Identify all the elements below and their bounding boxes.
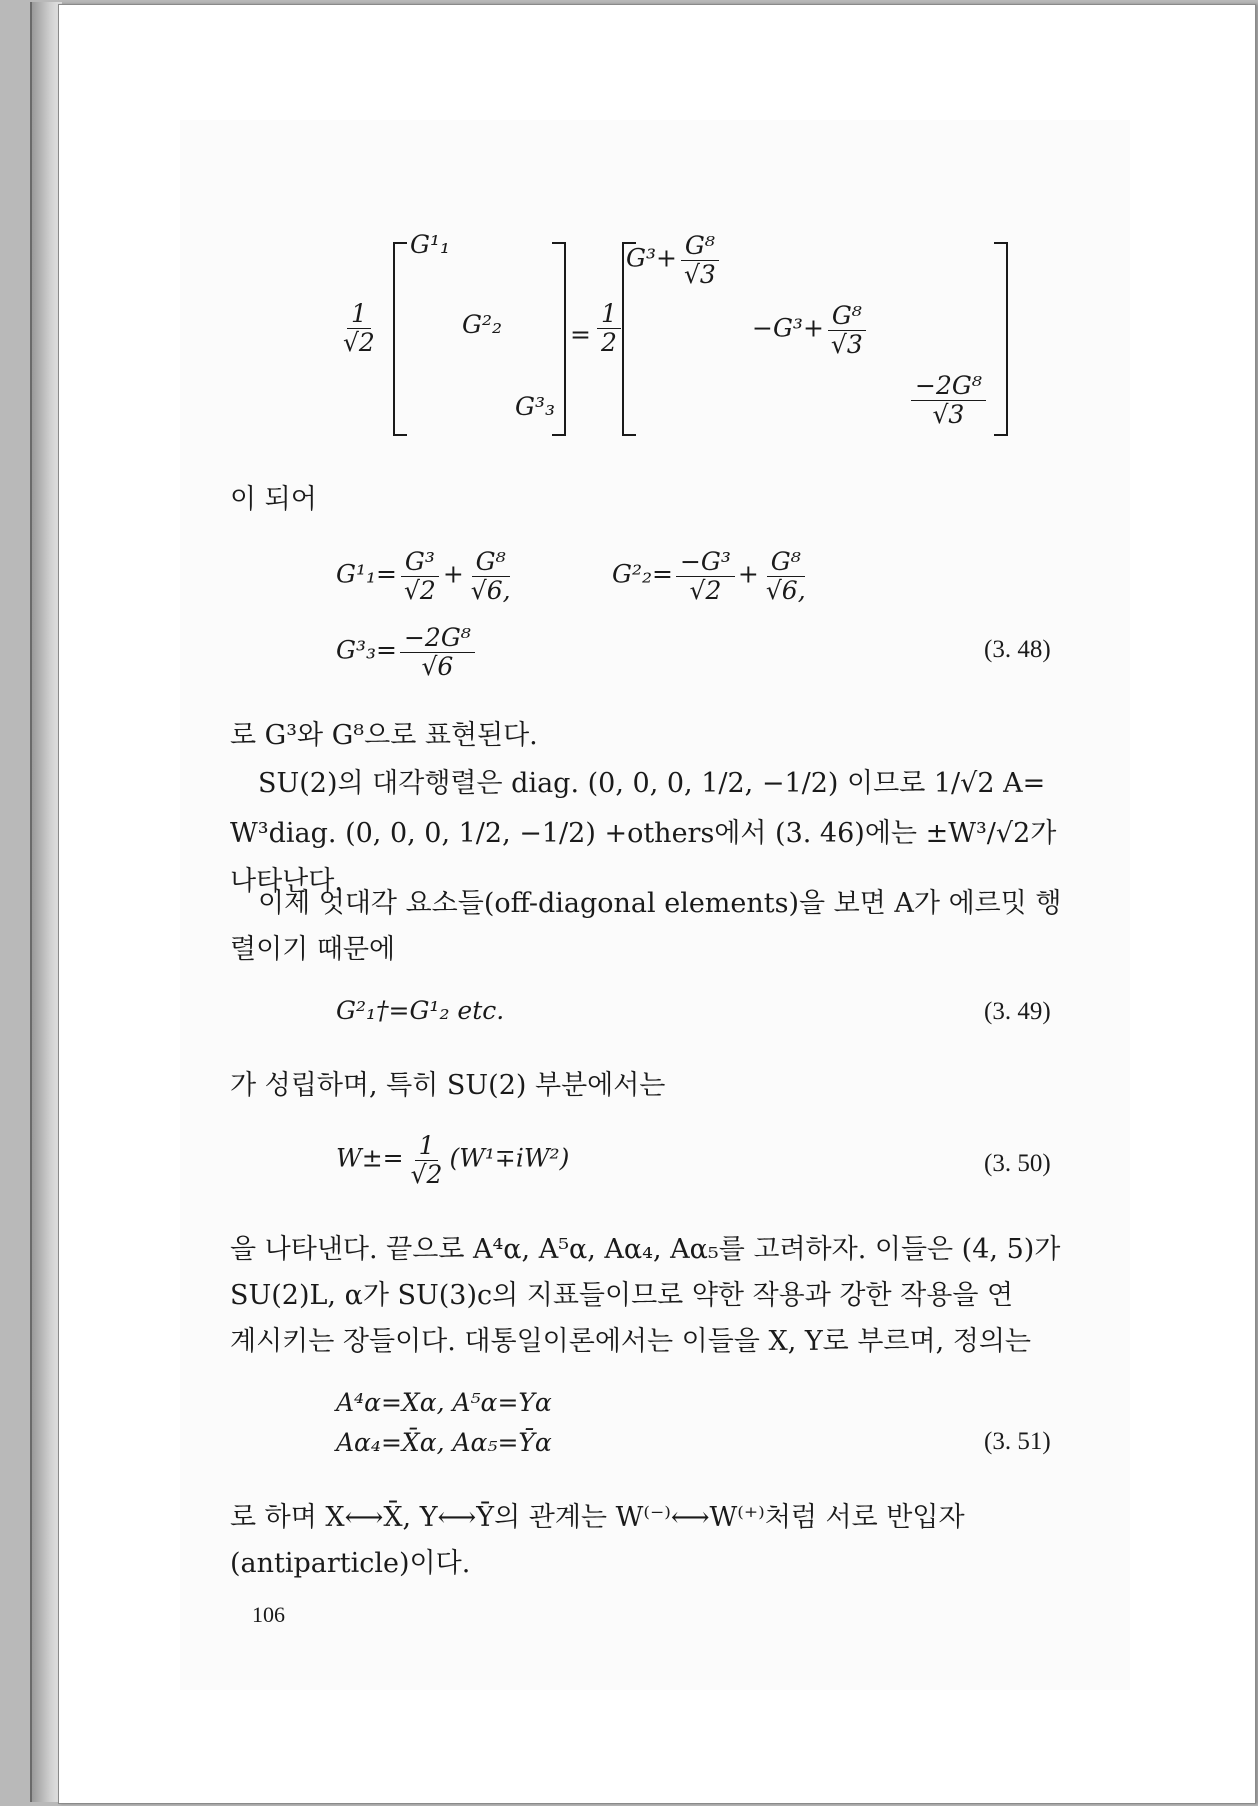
para-2-text-b: 이므로 — [847, 768, 926, 799]
eq-348-f4-num: G⁸ — [767, 548, 805, 577]
eq-348-f5-den: √6 — [421, 651, 454, 681]
paragraph-line-7: 가 성립하며, 특히 SU(2) 부분에서는 — [230, 1070, 666, 1101]
eq-348-g22: G²₂= — [612, 559, 673, 589]
eq-348-line-2 — [336, 624, 478, 680]
right-coefficient — [594, 300, 624, 356]
eq-348-f2-den: √6, — [470, 575, 511, 605]
para-2-text-c: 1/√2 A= — [933, 768, 1046, 799]
equation-number-3-49: (3. 49) — [984, 998, 1051, 1025]
left-matrix-open-bracket — [393, 242, 407, 436]
r2-frac-num: G⁸ — [828, 302, 866, 331]
eq-350-expression — [336, 1132, 569, 1188]
eq-348-f1-den: √2 — [403, 575, 436, 605]
eq-348-plus-2: + — [737, 559, 759, 589]
eq-350-frac-den: √2 — [410, 1159, 443, 1189]
matrix-entry-g22: G²₂ — [462, 310, 503, 339]
eq-348-line-1b — [612, 548, 813, 604]
left-coef-numerator: 1 — [347, 300, 371, 329]
matrix-entry-r1 — [626, 232, 723, 288]
left-coef-denominator: √2 — [343, 327, 375, 357]
matrix-entry-r2 — [752, 302, 870, 358]
para-2-diag-vector: (0, 0, 0, 1/2, −1/2) — [587, 768, 839, 799]
paragraph-line-6: 렬이기 때문에 — [230, 934, 396, 965]
right-matrix-close-bracket — [994, 242, 1008, 436]
eq-348-g33: G³₃= — [336, 635, 397, 665]
equation-number-3-51: (3. 51) — [984, 1428, 1051, 1455]
paragraph-line-11: 로 하며 X⟷X̄, Y⟷Ȳ의 관계는 W⁽⁻⁾⟷W⁽⁺⁾처럼 서로 반입자 — [230, 1502, 965, 1533]
eq-348-plus-1: + — [442, 559, 464, 589]
eq-351-line-1: A⁴α=Xα, A⁵α=Yα — [336, 1388, 552, 1417]
eq-350-rhs: (W¹∓iW²) — [449, 1143, 570, 1173]
eq-348-line-1a — [336, 548, 518, 604]
paragraph-line-8: 을 나타낸다. 끝으로 A⁴α, A⁵α, Aα₄, Aα₅를 고려하자. 이들은 (4, 5)가 — [230, 1234, 1061, 1265]
eq-350-frac-num: 1 — [415, 1132, 439, 1161]
eq-349-expression: G²₁†=G¹₂ etc. — [336, 996, 505, 1025]
eq-348-f5-num: −2G⁸ — [400, 624, 475, 653]
equals-sign: = — [570, 320, 591, 349]
right-coef-denominator: 2 — [601, 327, 617, 357]
matrix-entry-r3 — [908, 372, 989, 428]
matrix-entry-g33: G³₃ — [515, 392, 556, 421]
paragraph-line-3 — [230, 812, 1056, 856]
paragraph-line-5: 이제 엇대각 요소들(off-diagonal elements)을 보면 A가 에르밋 행 — [258, 888, 1062, 919]
para-3-text-a: W³diag. — [230, 818, 337, 849]
eq-350-lhs: W±= — [336, 1143, 404, 1173]
page-number: 106 — [252, 1602, 285, 1627]
para-3-diag-vector: (0, 0, 0, 1/2, −1/2) — [345, 818, 596, 849]
eq-348-f3-num: −G³ — [676, 548, 735, 577]
matrix-entry-g11: G¹₁ — [410, 230, 451, 259]
paragraph-line-1: 로 G³와 G⁸으로 표현된다. — [230, 720, 538, 751]
eq-348-g11: G¹₁= — [336, 559, 397, 589]
paragraph-line-2 — [258, 762, 1045, 806]
equation-number-3-48: (3. 48) — [984, 636, 1051, 663]
paragraph-line-4: 나타난다. — [230, 866, 343, 897]
r1-term: G³+ — [626, 243, 677, 273]
equation-number-3-50: (3. 50) — [984, 1150, 1051, 1177]
paragraph-line-10: 계시키는 장들이다. 대통일이론에서는 이들을 X, Y로 부르며, 정의는 — [230, 1326, 1032, 1357]
eq-348-f2-num: G⁸ — [472, 548, 510, 577]
paragraph-line-12: (antiparticle)이다. — [230, 1548, 471, 1579]
r1-frac-den: √3 — [683, 259, 716, 289]
eq-348-f4-den: √6, — [765, 575, 806, 605]
para-3-text-b: +others에서 (3. 46)에는 ±W³/√2가 — [604, 818, 1057, 849]
r3-frac-num: −2G⁸ — [911, 372, 986, 401]
left-coefficient — [336, 300, 382, 356]
left-matrix-close-bracket — [552, 242, 566, 436]
text-line-1: 이 되어 — [230, 484, 317, 515]
para-2-text-a: SU(2)의 대각행렬은 diag. — [258, 768, 580, 799]
r2-frac-den: √3 — [830, 329, 863, 359]
eq-348-f1-num: G³ — [401, 548, 439, 577]
r1-frac-num: G⁸ — [681, 232, 719, 261]
eq-348-f3-den: √2 — [689, 575, 722, 605]
r2-term: −G³+ — [752, 313, 824, 343]
r3-frac-den: √3 — [932, 399, 965, 429]
paragraph-line-9: SU(2)L, α가 SU(3)c의 지표들이므로 약한 작용과 강한 작용을 연 — [230, 1280, 1014, 1311]
right-coef-numerator: 1 — [597, 300, 621, 329]
eq-351-line-2: Aα₄=X̄α, Aα₅=Ȳα — [336, 1428, 552, 1457]
